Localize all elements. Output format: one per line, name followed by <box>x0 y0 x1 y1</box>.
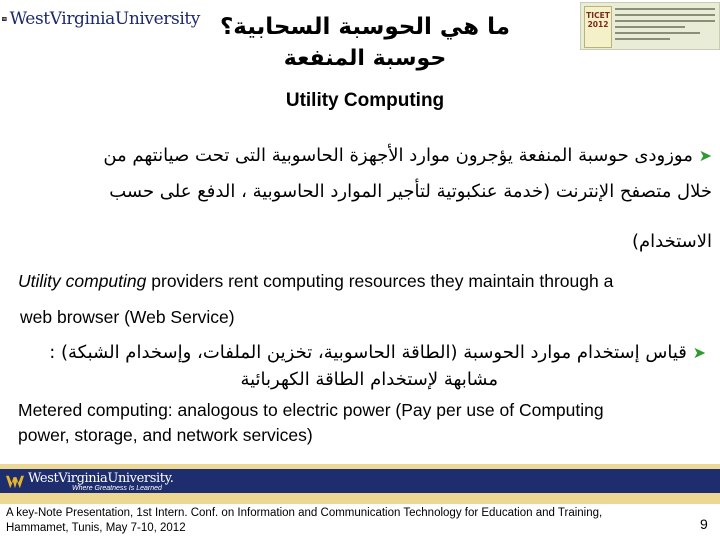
footer-tagline: Where Greatness Is Learned <box>72 484 162 492</box>
bullet-2-line-2: مشابهة لإستخدام الطاقة الكهربائية <box>240 369 498 390</box>
slide-subtitle-arabic: حوسبة المنفعة <box>283 46 447 71</box>
arrow-bullet-icon: ➤ <box>692 343 706 362</box>
wvu-logo <box>2 2 200 36</box>
bullet-1-line-1 <box>103 146 712 166</box>
footer-citation-line-1: A key-Note Presentation, 1st Intern. Conf. on Information and Communication Technology for Education and Training, <box>6 507 603 519</box>
arrow-bullet-icon: ➤ <box>698 146 712 165</box>
english-paragraph-2-line-1: Metered computing: analogous to electric power (Pay per use of Computing <box>18 400 604 420</box>
conference-emblem-icon <box>584 6 612 48</box>
footer-university-name: WestVirginiaUniversity. <box>28 470 174 486</box>
footer-wv-logo-icon <box>4 473 26 491</box>
bullet-2-text-1: قياس إستخدام موارد الحوسبة (الطاقة الحاسوبية، تخزين الملفات، وإسخدام الشبكة) : <box>49 342 687 363</box>
english-paragraph-1-line-1 <box>18 271 613 291</box>
conference-logo <box>580 2 720 50</box>
bullet-1-text-1: موزودى حوسبة المنفعة يؤجرون موارد الأجهزة الحاسوبية التى تحت صيانتهم من <box>103 145 693 166</box>
utility-computing-term: Utility computing <box>18 271 147 291</box>
footer-wvu-logo <box>4 472 190 492</box>
english-paragraph-1-rest: providers rent computing resources they maintain through a <box>146 271 614 291</box>
bullet-2-line-1 <box>16 343 706 363</box>
bullet-1-line-3: الاستخدام) <box>631 231 712 252</box>
slide-title-arabic: ما هي الحوسبة السحابية؟ <box>219 14 511 40</box>
bullet-1-line-2: خلال متصفح الإنترنت (خدمة عنكبوتية لتأجير الموارد الحاسوبية ، الدفع على حسب <box>109 181 712 202</box>
conference-logo-lines <box>615 8 715 44</box>
wv-logo-icon <box>2 6 7 32</box>
university-name: WestVirginiaUniversity <box>9 9 200 29</box>
page-number: 9 <box>700 516 708 532</box>
conference-logo-text: TICET 2012 <box>586 11 610 29</box>
footer-citation <box>6 506 686 536</box>
english-paragraph-1-line-2: web browser (Web Service) <box>20 307 235 327</box>
slide-subtitle-english: Utility Computing <box>285 90 445 111</box>
english-paragraph-2-line-2: power, storage, and network services) <box>18 425 313 445</box>
footer-citation-line-2: Hammamet, Tunis, May 7-10, 2012 <box>6 522 186 534</box>
